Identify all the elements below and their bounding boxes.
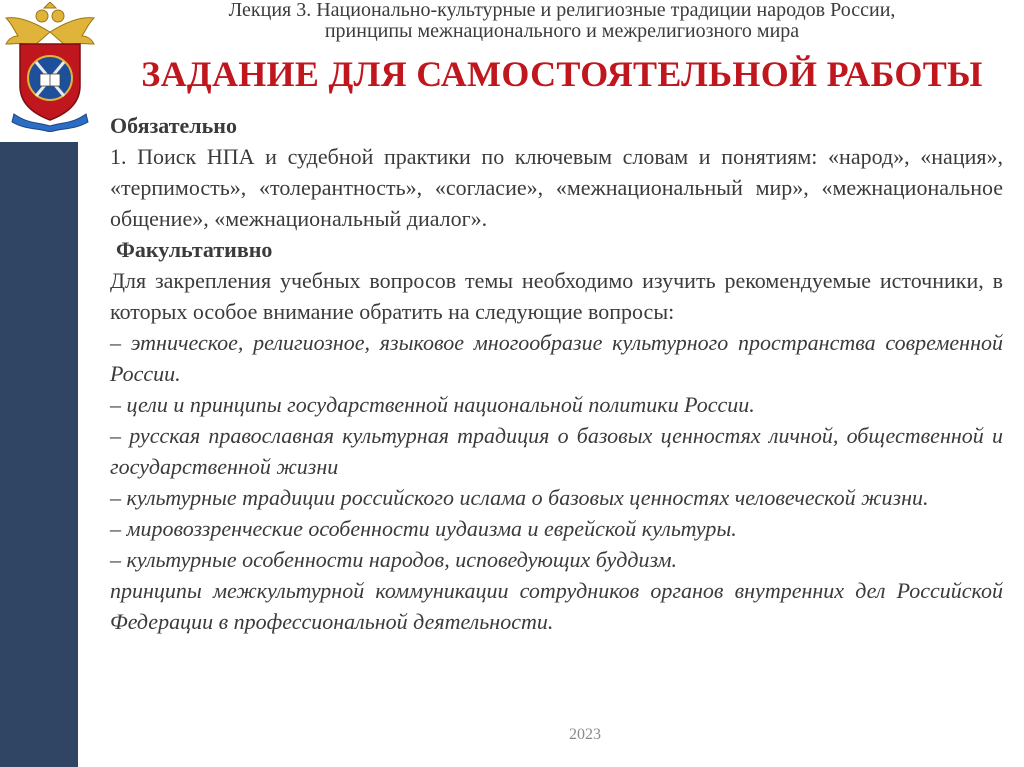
optional-item-7: принципы межкультурной коммуникации сотрудников органов внутренних дел Российской Федерации в профессиональной деятельности. (110, 578, 1003, 634)
sidebar-bar (0, 142, 78, 767)
optional-label: Факультативно (116, 237, 273, 262)
required-item: 1. Поиск НПА и судебной практики по ключевым словам и понятиям: «народ», «нация», «терпимость», «толерантность», «согласие», «межнациональный мир», «межнациональное общение», «межнациональный диалог». (110, 144, 1003, 231)
lecture-header (100, 0, 1024, 42)
optional-item-4: – культурные традиции российского ислама о базовых ценностях человеческой жизни. (110, 485, 929, 510)
required-label: Обязательно (110, 113, 237, 138)
optional-item-3: – русская православная культурная традиция о базовых ценностях личной, общественной и государственной жизни (110, 423, 1003, 479)
optional-intro: Для закрепления учебных вопросов темы необходимо изучить рекомендуемые источники, в которых особое внимание обратить на следующие вопросы: (110, 268, 1003, 324)
optional-item-5: – мировоззренческие особенности иудаизма и еврейской культуры. (110, 516, 737, 541)
optional-item-2: – цели и принципы государственной национальной политики России. (110, 392, 755, 417)
optional-item-1: – этническое, религиозное, языковое многообразие культурного пространства современной России. (110, 330, 1003, 386)
optional-item-6: – культурные особенности народов, исповедующих буддизм. (110, 547, 678, 572)
slide-content (110, 110, 1003, 637)
slide-title: ЗАДАНИЕ ДЛЯ САМОСТОЯТЕЛЬНОЙ РАБОТЫ (141, 54, 983, 94)
lecture-header-line-1: Лекция 3. Национально-культурные и религиозные традиции народов России, (228, 0, 896, 21)
mvd-eagle-emblem-icon (4, 2, 96, 132)
footer-year: 2023 (569, 726, 601, 743)
lecture-header-line-2: принципы межнационального и межрелигиозного мира (324, 20, 800, 42)
